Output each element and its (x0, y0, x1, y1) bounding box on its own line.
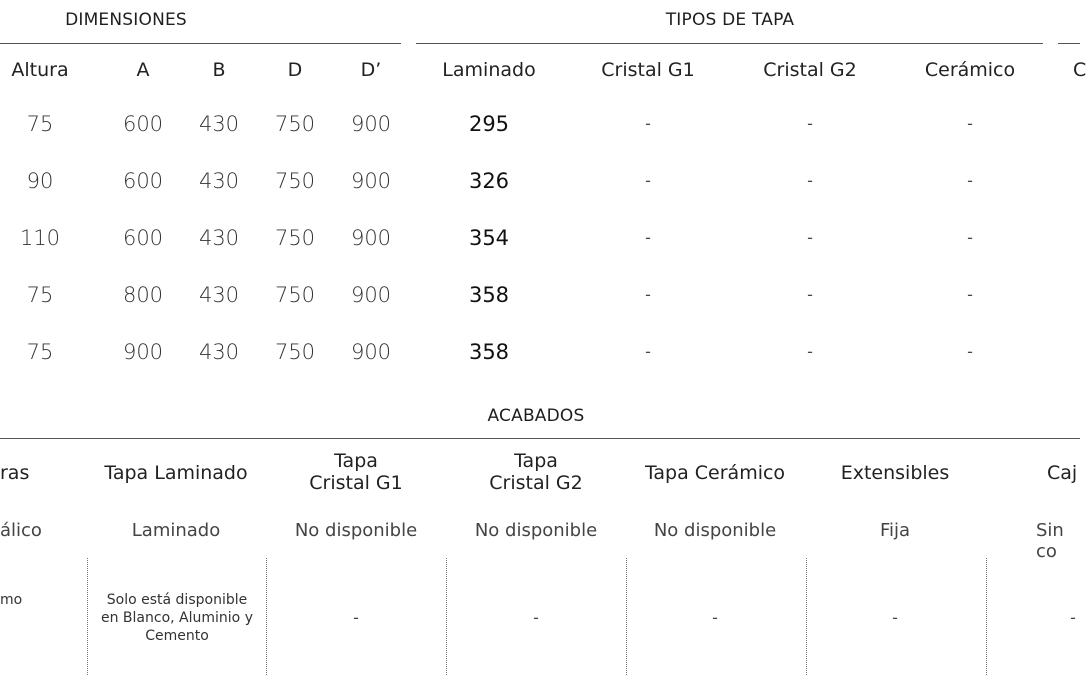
dim-cell: 75 (26, 112, 54, 136)
tipos-tapa-rule (416, 43, 1043, 44)
tapa-header-ceramico: Cerámico (924, 59, 1016, 81)
dim-header-d: D (287, 59, 303, 81)
acab-dash: - (353, 608, 359, 627)
dim-header-altura: Altura (11, 59, 69, 81)
dim-cell: 900 (350, 169, 392, 193)
acab-dash: - (533, 608, 539, 627)
tapa-dash: - (807, 114, 813, 133)
acab-cell-cut-right: Sin co (1036, 520, 1064, 562)
acab-cell: Fija (879, 520, 911, 541)
tipos-tapa-title: TIPOS DE TAPA (665, 10, 795, 30)
tapa-dash: - (807, 171, 813, 190)
acab-cell: No disponible (474, 520, 598, 541)
dim-cell: 600 (122, 169, 164, 193)
tapa-dash: - (645, 228, 651, 247)
dotted-divider (266, 558, 267, 675)
tapa-laminado-value: 358 (468, 340, 510, 364)
tapa-dash: - (967, 114, 973, 133)
dim-cell: 750 (274, 226, 316, 250)
acab-cell-cut-left: álico (0, 520, 42, 541)
dim-header-b: B (212, 59, 226, 81)
tapa-header-cristal-g1: Cristal G1 (601, 59, 695, 81)
dim-cell: 90 (26, 169, 54, 193)
acab-header-tapa-laminado: Tapa Laminado (104, 462, 248, 484)
tapa-laminado-value: 295 (468, 112, 510, 136)
tapa-dash: - (645, 114, 651, 133)
acab-header-tapa-cristal-g1 (309, 450, 402, 494)
acab-header-tapa-ceramico: Tapa Cerámico (644, 462, 786, 484)
dim-cell: 75 (26, 283, 54, 307)
dimensiones-rule (0, 43, 401, 44)
dim-cell: 900 (350, 112, 392, 136)
tapa-dash: - (967, 285, 973, 304)
dim-header-d-prime: D’ (360, 59, 382, 81)
tapa-laminado-value: 358 (468, 283, 510, 307)
dim-header-a: A (136, 59, 150, 81)
dim-cell: 430 (198, 283, 240, 307)
dotted-divider (446, 558, 447, 675)
tapa-dash: - (807, 228, 813, 247)
dim-cell: 750 (274, 112, 316, 136)
dotted-divider (626, 558, 627, 675)
header-line: Cristal G2 (489, 472, 583, 494)
acab-cell: No disponible (653, 520, 777, 541)
dim-cell: 430 (198, 112, 240, 136)
dotted-divider (986, 558, 987, 675)
acab-dash: - (892, 608, 898, 627)
tapa-header-cristal-g2: Cristal G2 (763, 59, 857, 81)
acab-header-cut-left: ras (0, 462, 30, 484)
acab-header-extensibles: Extensibles (840, 462, 950, 484)
dim-cell: 800 (122, 283, 164, 307)
tapa-header-cut-off: C (1073, 59, 1086, 81)
dim-cell: 750 (274, 340, 316, 364)
dim-cell: 900 (350, 283, 392, 307)
tapa-dash: - (807, 285, 813, 304)
tapa-dash: - (967, 228, 973, 247)
dim-cell: 75 (26, 340, 54, 364)
dim-cell: 750 (274, 169, 316, 193)
next-section-rule (1058, 43, 1080, 44)
dotted-divider (87, 558, 88, 675)
dimensiones-title: DIMENSIONES (65, 10, 187, 30)
tapa-dash: - (807, 342, 813, 361)
tapa-dash: - (645, 285, 651, 304)
header-line: Tapa (514, 450, 558, 472)
acab-cell: No disponible (294, 520, 418, 541)
acabados-title: ACABADOS (487, 406, 585, 426)
acab-cell-cut-left: mo (0, 592, 23, 608)
dim-cell: 430 (198, 226, 240, 250)
acabados-rule (0, 438, 1080, 439)
tapa-header-laminado: Laminado (442, 59, 536, 81)
tapa-laminado-value: 354 (468, 226, 510, 250)
dim-cell: 750 (274, 283, 316, 307)
acab-dash: - (712, 608, 718, 627)
laminado-availability-note: Solo está disponible en Blanco, Aluminio y Cemento (101, 592, 253, 644)
acab-cell: Laminado (131, 520, 221, 541)
dotted-divider (806, 558, 807, 675)
dim-cell: 600 (122, 226, 164, 250)
dim-cell: 900 (350, 340, 392, 364)
dim-cell: 900 (122, 340, 164, 364)
dim-cell: 430 (198, 340, 240, 364)
dim-cell: 600 (122, 112, 164, 136)
tapa-dash: - (645, 171, 651, 190)
acab-header-cut-right: Caj (1047, 462, 1078, 484)
dim-cell: 110 (19, 226, 61, 250)
dim-cell: 900 (350, 226, 392, 250)
acab-header-tapa-cristal-g2 (489, 450, 582, 494)
header-line: Cristal G1 (309, 472, 403, 494)
tapa-laminado-value: 326 (468, 169, 510, 193)
dim-cell: 430 (198, 169, 240, 193)
header-line: Tapa (334, 450, 378, 472)
tapa-dash: - (645, 342, 651, 361)
acab-dash: - (1070, 608, 1076, 627)
tapa-dash: - (967, 171, 973, 190)
tapa-dash: - (967, 342, 973, 361)
